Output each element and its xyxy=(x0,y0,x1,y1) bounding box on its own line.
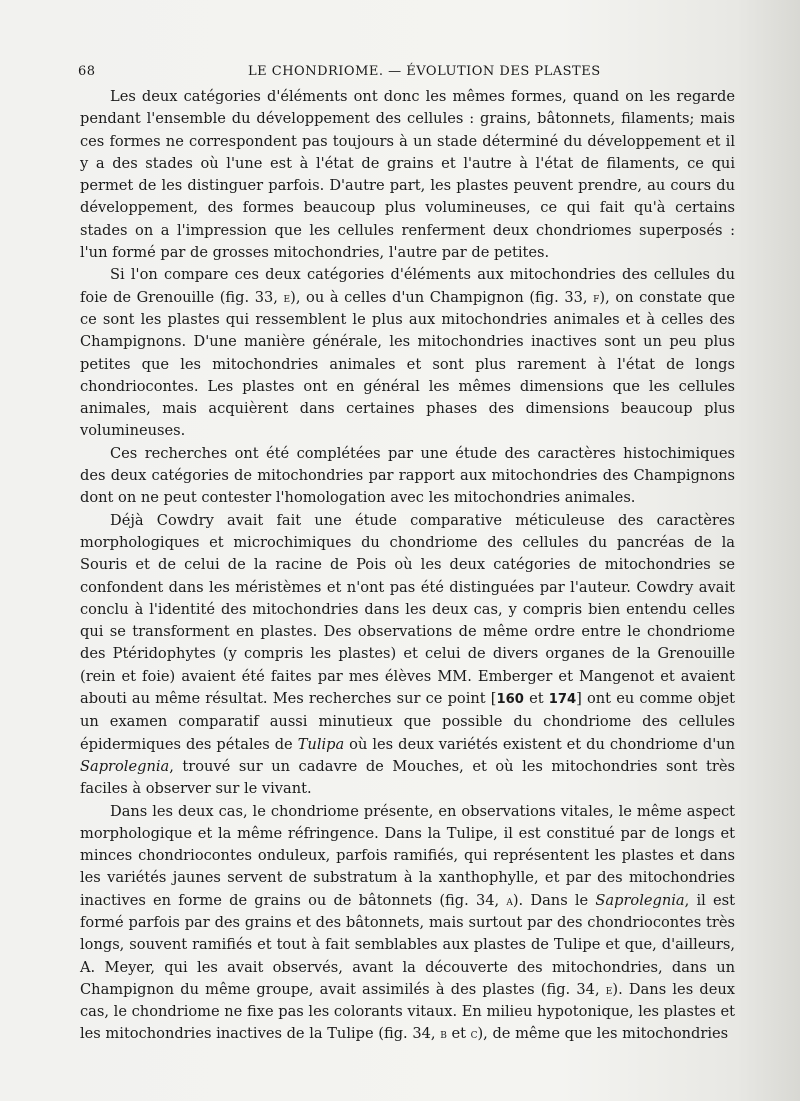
text-run: où les deux variétés existent et du chondriome d'un xyxy=(344,735,736,753)
taxon-name: Tulipa xyxy=(297,735,345,753)
paragraph-5 xyxy=(80,801,735,1046)
page-header xyxy=(78,64,738,84)
figure-ref: c xyxy=(470,1026,478,1042)
paragraph-1: Les deux catégories d'éléments ont donc les mêmes formes, quand on les regarde pendant l'ensemble du développement des cellules : grains, bâtonnets, filaments; mais ces formes ne correspondent pas toujours à un stade déterminé du développement et il y a des stades où l'une est à l'état de grains et l'autre à l'état de filaments, ce qui permet de les distinguer parfois. D'autre part, les plastes peuvent prendre, au cours du développement, des formes beaucoup plus volumineuses, ce qui fait qu'à certains stades on a l'impression que les cellules renferment deux chondriomes superposés : l'un formé par de grosses mitochondries, l'autre par de petites. xyxy=(80,88,735,262)
text-run: Si l'on compare ces deux catégories d'éléments aux mitochondries des cellules du foie de Grenouille (fig. 33, xyxy=(80,266,735,306)
paragraph-2 xyxy=(80,264,735,442)
page-number: 68 xyxy=(78,64,96,79)
paragraph-3: Ces recherches ont été complétées par une étude des caractères histochimiques des deux catégories de mitochondries par rapport aux mitochondries des Champignons dont on ne peut contester l'homologation avec les mitochondries animales. xyxy=(80,444,735,507)
taxon-name: Saprolegnia xyxy=(595,891,685,909)
text-run: , trouvé sur un cadavre de Mouches, et où les mitochondries sont très faciles à observer sur le vivant. xyxy=(80,757,735,798)
text-run: Dans les deux cas, le chondriome présente, en observations vitales, le même aspect morphologique et la même réfringence. Dans la Tulipe, il est constitué par de longs et minces chondriocontes onduleux, parfois ramifiés, qui représentent les plastes et dans les variétés jaunes servent de substratum à la xanthophylle, et par des mitochondries inactives en forme de grains ou de bâtonnets (fig. 34, xyxy=(80,802,735,909)
text-run: , il est formé parfois par des grains et des bâtonnets, mais surtout par des chondriocontes très longs, souvent ramifiés et tout à fait semblables aux plastes de Tulipe et que, d'ailleurs, A. Meyer, qui les avait observés, avant la découverte des mitochondries, dans un Champignon du même groupe, avait assimilés à des plastes (fig. 34, xyxy=(80,891,735,998)
figure-ref: e xyxy=(283,289,291,305)
paragraph-4 xyxy=(80,510,735,801)
text-run: et xyxy=(523,690,549,708)
taxon-name: Saprolegnia xyxy=(80,757,170,775)
body-text xyxy=(80,86,735,1046)
text-run: Déjà Cowdry avait fait une étude comparative méticuleuse des caractères morphologiques et microchimiques du chondriome des cellules du pancréas de la Souris et de celui de la racine de Pois où les deux catégories de mitochondries se confondent dans les méristèmes et n'ont pas été distinguées par l'auteur. Cowdry avait conclu à l'identité des mitochondries dans les deux cas, y compris bien entendu celles qui se transforment en plastes. Des observations de même ordre entre le chondriome des Ptéridophytes (y compris les plastes) et celui de divers organes de la Grenouille (rein et foie) avaient été faites par mes élèves MM. Emberger et Mangenot et avaient abouti au même résultat. Mes recherches sur ce point [ xyxy=(80,511,735,708)
text-run: ), de même que les mitochondries xyxy=(477,1025,729,1043)
text-run: ), ou à celles d'un Champignon (fig. 33, xyxy=(290,288,594,306)
text-run: ] ont eu comme objet un examen comparatif aussi minutieux que possible du chondriome des cellules épidermiques des pétales de xyxy=(80,690,735,753)
figure-ref: a xyxy=(506,892,513,908)
bibliography-ref: 174 xyxy=(548,692,577,708)
figure-ref: e xyxy=(605,981,613,997)
text-run: ), on constate que ce sont les plastes qui ressemblent le plus aux mitochondries animales et à celles des Champignons. D'une manière générale, les mitochondries inactives sont un peu plus petites que les mitochondries animales et sont plus rarement à l'état de longs chondriocontes. Les plastes ont en général les mêmes dimensions que les cellules animales, mais acquièrent dans certaines phases des dimensions beaucoup plus volumineuses. xyxy=(80,288,735,440)
figure-ref: f xyxy=(593,289,600,305)
running-title: LE CHONDRIOME. — ÉVOLUTION DES PLASTES xyxy=(248,64,601,79)
bibliography-ref: 160 xyxy=(496,692,524,708)
text-run: ). Dans les deux cas, le chondriome ne fixe pas les colorants vitaux. En milieu hypotonique, les plastes et les mitochondries inactives de la Tulipe (fig. 34, xyxy=(80,980,735,1043)
figure-ref: b xyxy=(440,1026,447,1042)
text-run: et xyxy=(446,1025,471,1043)
text-run: ). Dans le xyxy=(512,891,596,909)
